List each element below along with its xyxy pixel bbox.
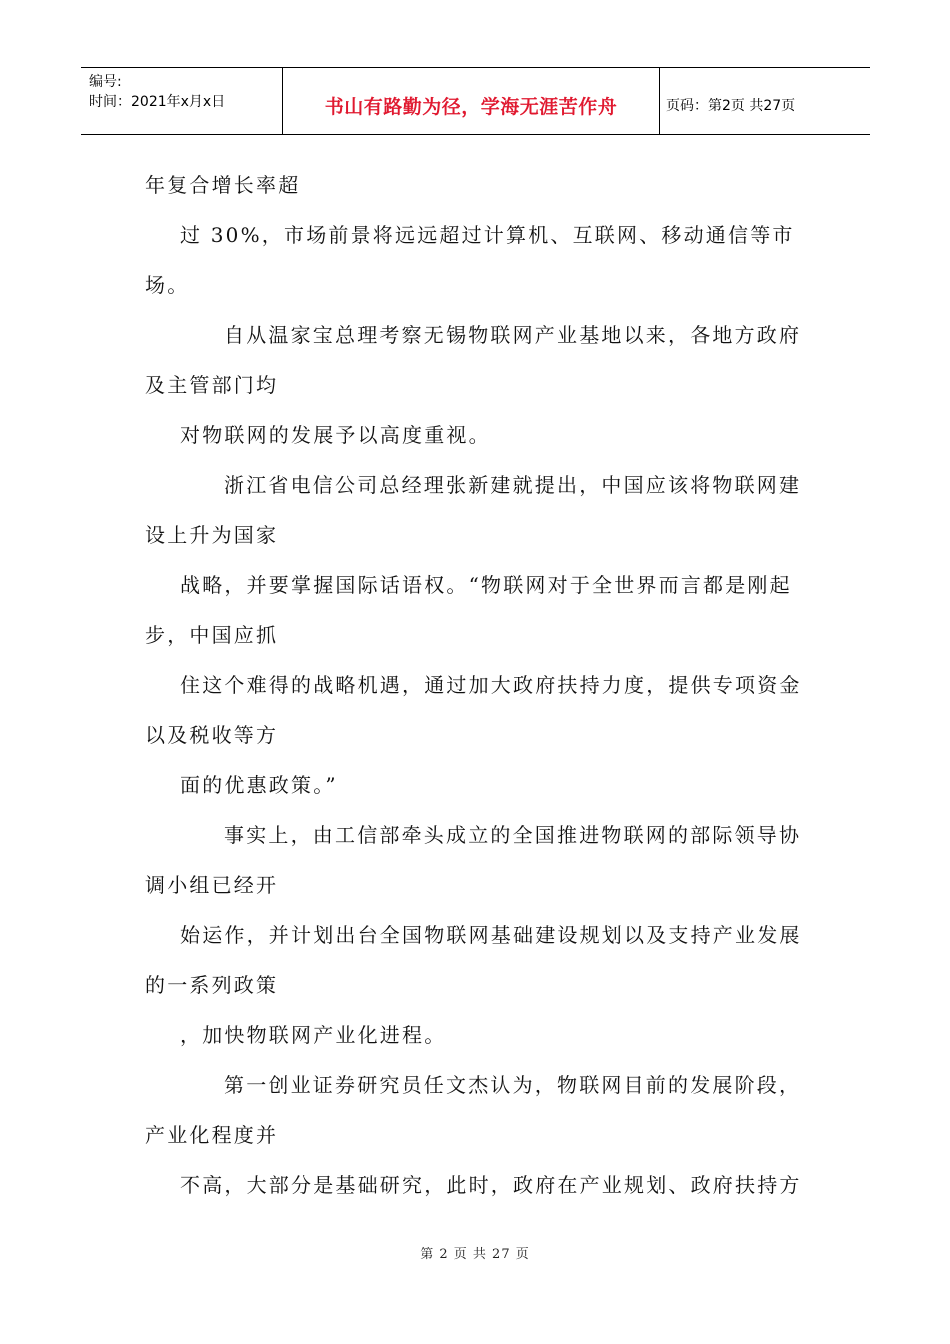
page-footer — [0, 1243, 950, 1262]
page-info: 页码：第2页 共27页 — [666, 98, 796, 114]
motto-text: 书山有路勤为径，学海无涯苦作舟 — [324, 95, 618, 118]
text-line: 不高，大部分是基础研究，此时，政府在产业规划、政府扶持方 — [180, 1173, 802, 1197]
text-line: 的一系列政策 — [145, 973, 279, 997]
text-line: 调小组已经开 — [145, 873, 279, 897]
text-line: 浙江省电信公司总经理张新建就提出，中国应该将物联网建 — [224, 473, 802, 497]
text-line: 第一创业证券研究员任文杰认为，物联网目前的发展阶段， — [224, 1073, 802, 1097]
text-line: 场。 — [145, 273, 190, 297]
text-line: 年复合增长率超 — [145, 173, 301, 197]
text-line: 住这个难得的战略机遇，通过加大政府扶持力度，提供专项资金 — [180, 673, 802, 697]
text-line: 面的优惠政策。” — [180, 773, 338, 797]
code-label: 编号: — [89, 74, 122, 90]
text-line: 对物联网的发展予以高度重视。 — [180, 423, 491, 447]
text-line: 过 30%，市场前景将远远超过计算机、互联网、移动通信等市 — [180, 223, 795, 247]
text-line: 事实上，由工信部牵头成立的全国推进物联网的部际领导协 — [224, 823, 802, 847]
time-label: 时间：2021年x月x日 — [89, 94, 226, 110]
text-line: 步，中国应抓 — [145, 623, 279, 647]
text-line: 自从温家宝总理考察无锡物联网产业基地以来，各地方政府 — [224, 323, 802, 347]
text-line: ，加快物联网产业化进程。 — [180, 1023, 447, 1047]
text-line: 战略，并要掌握国际话语权。“物联网对于全世界而言都是刚起 — [180, 573, 792, 597]
text-line: 设上升为国家 — [145, 523, 279, 547]
text-line: 及主管部门均 — [145, 373, 279, 397]
text-line: 以及税收等方 — [145, 723, 279, 747]
footer-page-number: 第 2 页 共 27 页 — [420, 1247, 530, 1262]
text-line: 产业化程度并 — [145, 1123, 279, 1147]
text-line: 始运作，并计划出台全国物联网基础建设规划以及支持产业发展 — [180, 923, 802, 947]
